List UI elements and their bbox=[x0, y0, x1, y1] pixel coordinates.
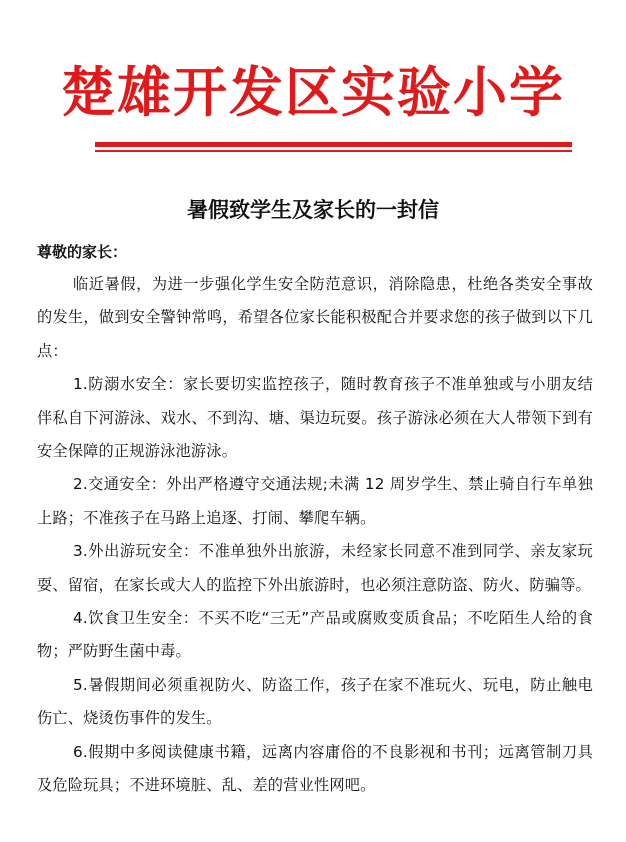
item-food-safety: 4.饮食卫生安全：不买不吃“三无”产品或腐败变质食品；不吃陌生人给的食物；严防野生菌中毒。 bbox=[37, 609, 593, 661]
item-traffic-safety: 2.交通安全：外出严格遵守交通法规;未满 12 周岁学生、禁止骑自行车单独上路；不准孩子在马路上追逐、打闹、攀爬车辆。 bbox=[37, 475, 593, 527]
item-travel-safety: 3.外出游玩安全：不准单独外出旅游，未经家长同意不准到同学、亲友家玩耍、留宿，在家长或大人的监控下外出旅游时，也必须注意防盗、防火、防骗等。 bbox=[37, 542, 593, 594]
item-drowning-safety: 1.防溺水安全：家长要切实监控孩子，随时教育孩子不准单独或与小朋友结伴私自下河游泳、戏水、不到沟、塘、渠边玩耍。孩子游泳必须在大人带领下到有安全保障的正规游泳池游泳。 bbox=[37, 375, 593, 461]
item-fire-theft-safety: 5.暑假期间必须重视防火、防盗工作，孩子在家不准玩火、玩电，防止触电伤亡、烧烫伤事件的发生。 bbox=[37, 675, 593, 728]
letter-title: 暑假致学生及家长的一封信 bbox=[187, 197, 439, 222]
salutation: 尊敬的家长： bbox=[37, 243, 128, 261]
school-name-header: 楚雄开发区实验小学 bbox=[61, 60, 565, 124]
item-healthy-reading: 6.假期中多阅读健康书籍，远离内容庸俗的不良影视和书刊；远离管制刀具及危险玩具；不进环境脏、乱、差的营业性网吧。 bbox=[37, 742, 593, 795]
header-divider-thin bbox=[95, 150, 572, 152]
intro-paragraph: 临近暑假，为进一步强化学生安全防范意识，消除隐患，杜绝各类安全事故的发生，做到安全警钟常鸣，希望各位家长能积极配合并要求您的孩子做到以下几点： bbox=[37, 275, 593, 360]
letter-body bbox=[37, 268, 593, 803]
header-divider-thick bbox=[95, 142, 572, 147]
